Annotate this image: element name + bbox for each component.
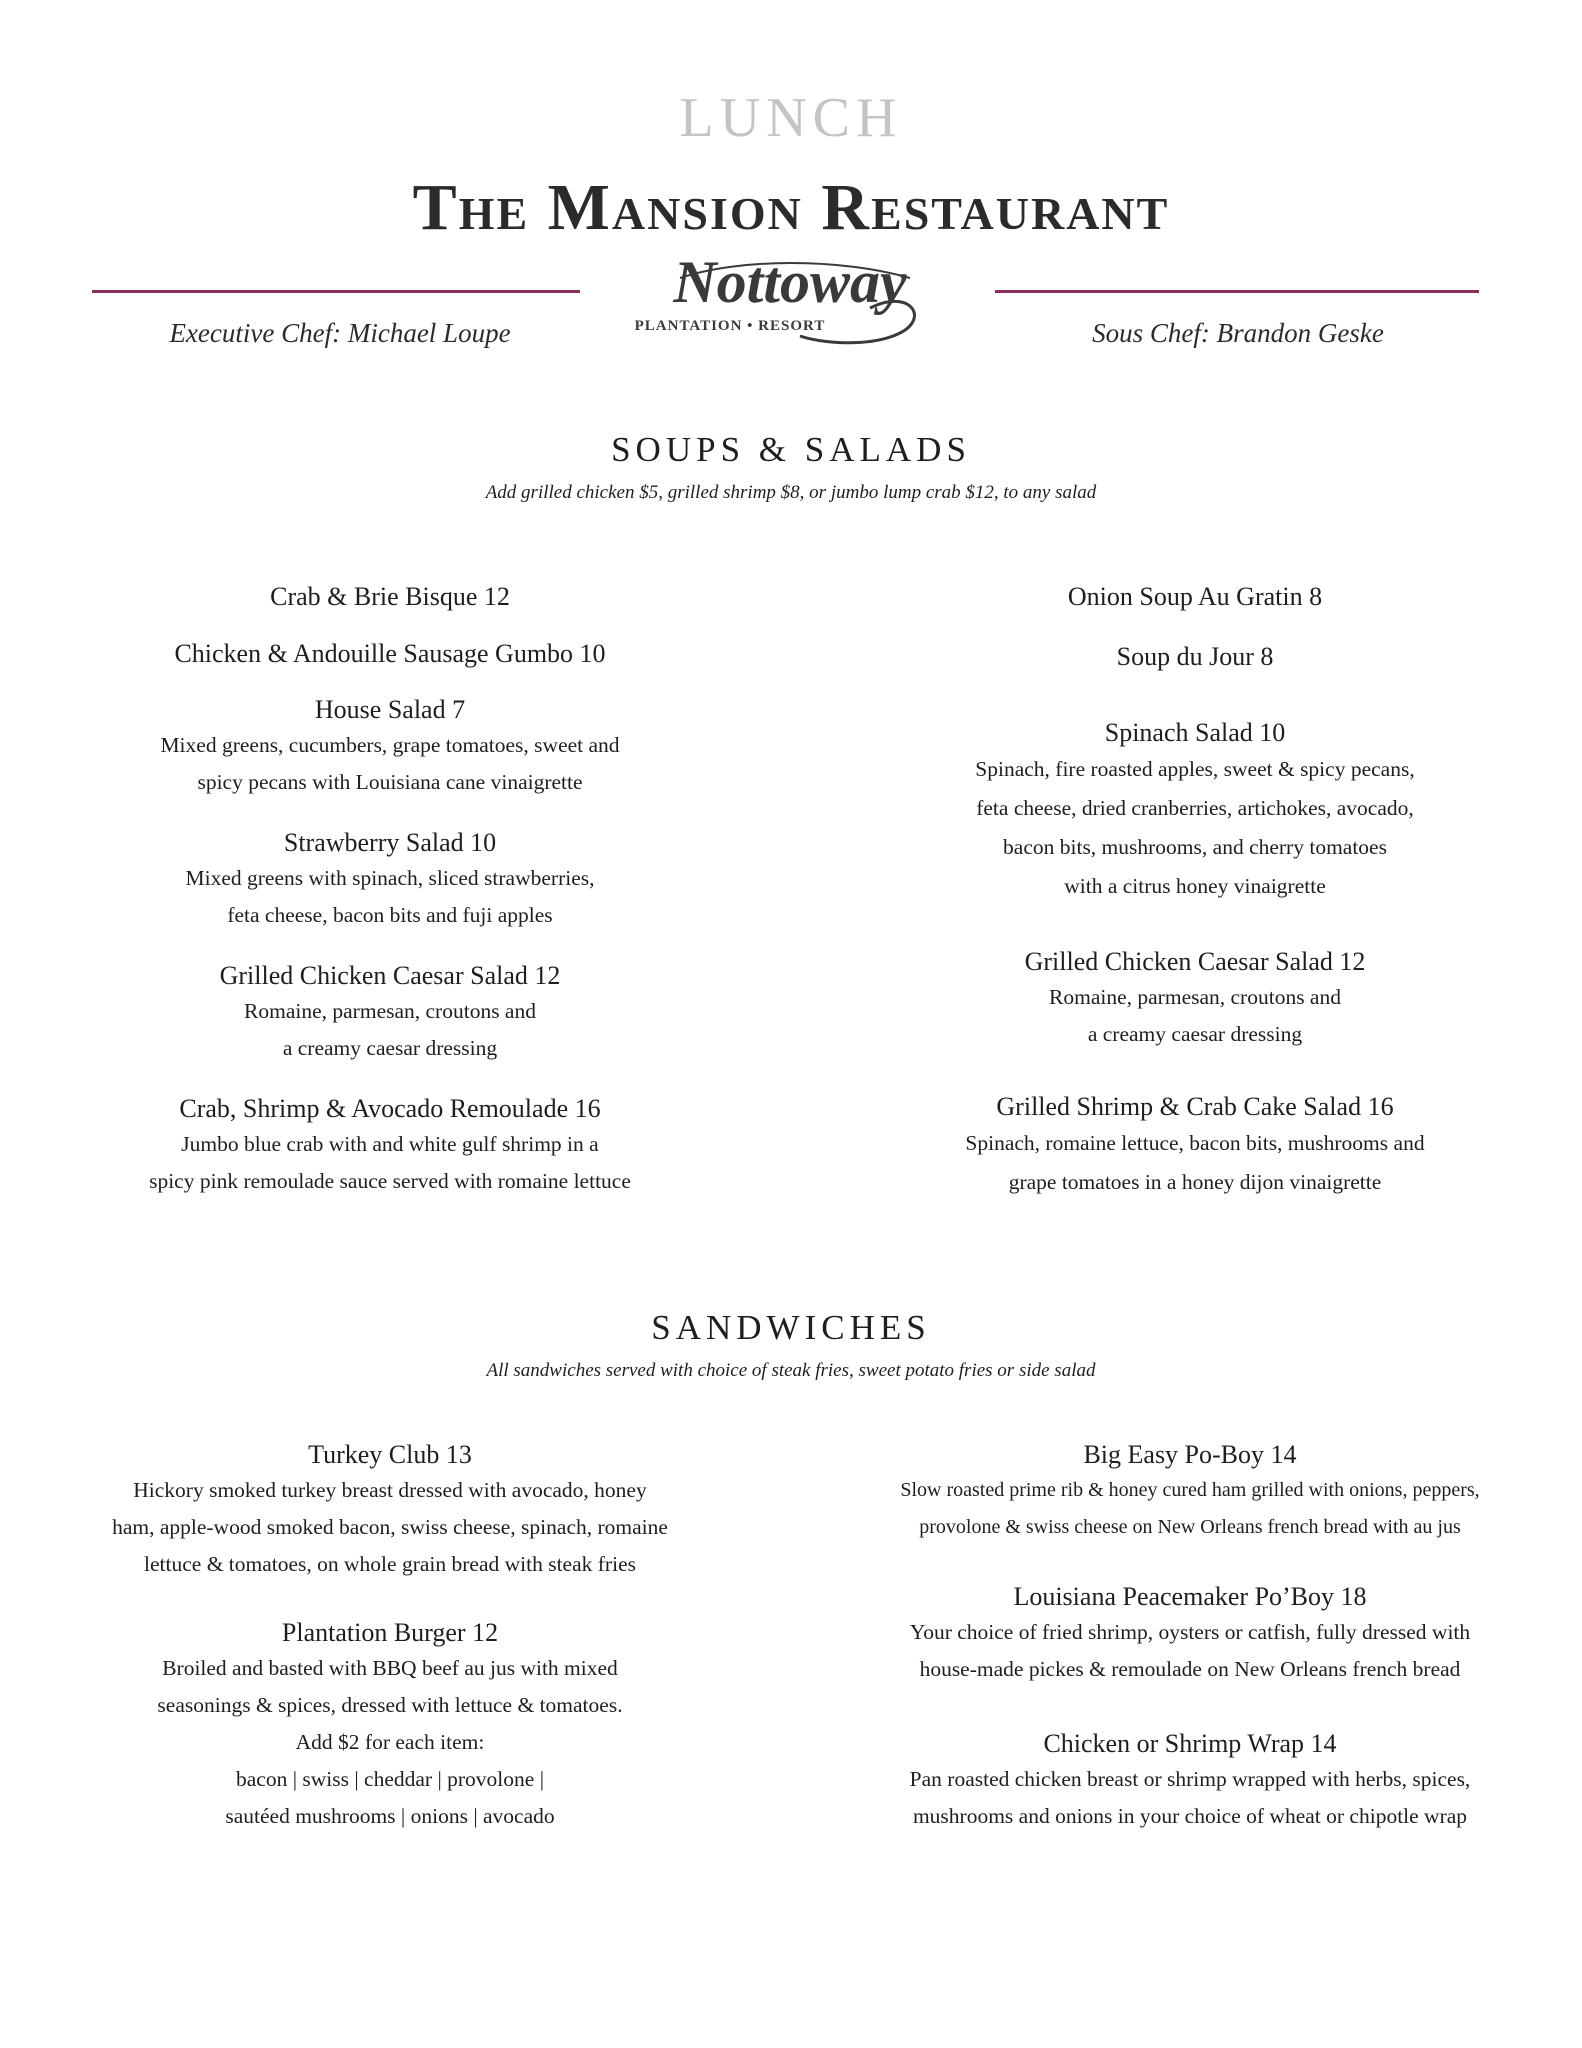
- menu-item-desc: bacon bits, mushrooms, and cherry tomatoes: [1003, 835, 1387, 859]
- menu-item-name: House Salad 7: [314, 695, 466, 724]
- menu-item: [50, 1616, 730, 1835]
- menu-item-name: Soup du Jour 8: [1116, 642, 1274, 671]
- menu-item-desc: feta cheese, dried cranberries, artichokes, avocado,: [976, 796, 1414, 820]
- meal-heading: LUNCH: [679, 87, 903, 149]
- menu-item: [860, 945, 1530, 1053]
- menu-item-name: Louisiana Peacemaker Po’Boy 18: [1013, 1582, 1367, 1611]
- menu-item-desc: Romaine, parmesan, croutons and: [1049, 985, 1341, 1009]
- menu-item-name: Plantation Burger 12: [281, 1618, 499, 1647]
- logo-subtitle: PLANTATION • RESORT: [634, 318, 826, 334]
- menu-item-desc: house-made pickes & remoulade on New Orleans french bread: [919, 1657, 1461, 1681]
- menu-item-name: Grilled Chicken Caesar Salad 12: [219, 961, 561, 990]
- section-note-soups: Add grilled chicken $5, grilled shrimp $8, or jumbo lump crab $12, to any salad: [485, 482, 1097, 503]
- menu-item-desc: spicy pecans with Louisiana cane vinaigrette: [197, 770, 583, 794]
- divider-left: [92, 290, 580, 293]
- menu-item: [860, 716, 1530, 906]
- executive-chef: Executive Chef: Michael Loupe: [169, 318, 511, 348]
- menu-item-name: Crab, Shrimp & Avocado Remoulade 16: [179, 1094, 601, 1123]
- menu-item-name: Grilled Chicken Caesar Salad 12: [1024, 947, 1366, 976]
- menu-item: [840, 1727, 1540, 1835]
- menu-item: [60, 826, 720, 934]
- menu-item-desc: a creamy caesar dressing: [1087, 1022, 1303, 1046]
- menu-item-desc: with a citrus honey vinaigrette: [1064, 874, 1326, 898]
- menu-item-desc: feta cheese, bacon bits and fuji apples: [227, 903, 553, 927]
- menu-item: [50, 1438, 730, 1583]
- menu-item: [60, 693, 720, 801]
- menu-item-name: Spinach Salad 10: [1104, 718, 1286, 747]
- menu-item-desc: Jumbo blue crab with and white gulf shrimp in a: [181, 1132, 599, 1156]
- restaurant-title: The Mansion Restaurant: [412, 171, 1170, 244]
- menu-item-desc: Spinach, romaine lettuce, bacon bits, mushrooms and: [965, 1131, 1425, 1155]
- menu-item-desc: spicy pink remoulade sauce served with romaine lettuce: [149, 1169, 631, 1193]
- menu-item: [840, 1580, 1540, 1688]
- menu-item-name: Turkey Club 13: [308, 1440, 472, 1469]
- menu-item: [60, 637, 720, 671]
- menu-item-desc: Mixed greens with spinach, sliced strawberries,: [185, 866, 595, 890]
- menu-item-name: Onion Soup Au Gratin 8: [1067, 582, 1323, 611]
- menu-item: [860, 640, 1530, 674]
- menu-item-name: Chicken & Andouille Sausage Gumbo 10: [174, 639, 606, 668]
- section-title-soups: SOUPS & SALADS: [611, 430, 971, 469]
- menu-item-desc: Pan roasted chicken breast or shrimp wrapped with herbs, spices,: [909, 1767, 1471, 1791]
- menu-item-desc: Mixed greens, cucumbers, grape tomatoes, sweet and: [160, 733, 620, 757]
- menu-item: [860, 1090, 1530, 1202]
- menu-item-desc: ham, apple-wood smoked bacon, swiss cheese, spinach, romaine: [112, 1515, 668, 1539]
- menu-item-desc: mushrooms and onions in your choice of wheat or chipotle wrap: [912, 1804, 1468, 1828]
- menu-item-name: Strawberry Salad 10: [283, 828, 497, 857]
- sous-chef: Sous Chef: Brandon Geske: [1092, 318, 1384, 348]
- divider-right: [995, 290, 1479, 293]
- menu-item: [840, 1438, 1540, 1546]
- menu-item: [60, 1092, 720, 1200]
- menu-item-desc: Add $2 for each item:: [295, 1730, 485, 1754]
- menu-item-desc: bacon | swiss | cheddar | provolone |: [236, 1767, 544, 1791]
- menu-item-name: Big Easy Po-Boy 14: [1083, 1440, 1297, 1469]
- menu-item-desc: Hickory smoked turkey breast dressed with avocado, honey: [133, 1478, 647, 1502]
- menu-item: [60, 959, 720, 1067]
- section-title-sandwiches: SANDWICHES: [651, 1308, 931, 1347]
- logo-script-text: Nottoway: [673, 249, 907, 315]
- menu-item-desc: lettuce & tomatoes, on whole grain bread with steak fries: [144, 1552, 636, 1576]
- menu-item-desc: Slow roasted prime rib & honey cured ham grilled with onions, peppers,: [900, 1479, 1480, 1501]
- menu-item-desc: a creamy caesar dressing: [282, 1036, 498, 1060]
- menu-item-desc: grape tomatoes in a honey dijon vinaigrette: [1008, 1170, 1382, 1194]
- menu-item-desc: seasonings & spices, dressed with lettuce & tomatoes.: [157, 1693, 623, 1717]
- menu-item-desc: provolone & swiss cheese on New Orleans french bread with au jus: [919, 1516, 1461, 1538]
- menu-item-desc: sautéed mushrooms | onions | avocado: [225, 1804, 555, 1828]
- menu-item: [860, 580, 1530, 614]
- menu-item-name: Crab & Brie Bisque 12: [270, 582, 510, 611]
- menu-item-name: Chicken or Shrimp Wrap 14: [1043, 1729, 1337, 1758]
- section-note-sandwiches: All sandwiches served with choice of steak fries, sweet potato fries or side salad: [486, 1360, 1096, 1381]
- menu-item: [60, 580, 720, 614]
- menu-item-desc: Romaine, parmesan, croutons and: [244, 999, 536, 1023]
- menu-item-desc: Broiled and basted with BBQ beef au jus with mixed: [162, 1656, 618, 1680]
- menu-item-desc: Spinach, fire roasted apples, sweet & spicy pecans,: [975, 757, 1415, 781]
- menu-item-name: Grilled Shrimp & Crab Cake Salad 16: [996, 1092, 1394, 1121]
- menu-item-desc: Your choice of fried shrimp, oysters or catfish, fully dressed with: [909, 1620, 1471, 1644]
